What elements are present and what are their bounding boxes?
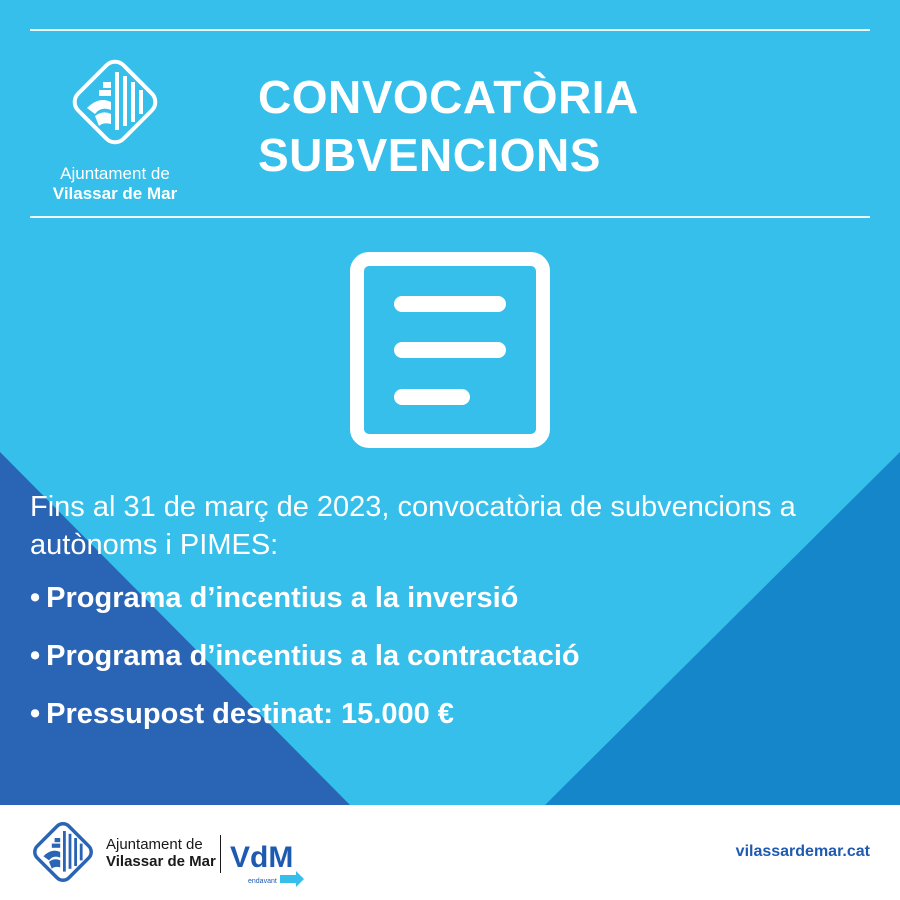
list-item-text: Programa d’incentius a la contractació — [46, 640, 580, 672]
list-item — [30, 637, 870, 675]
footer-org-name — [106, 836, 216, 870]
header-rule — [30, 216, 870, 218]
vdm-brand-logo — [228, 831, 308, 891]
footer — [0, 805, 900, 900]
page-title — [258, 68, 639, 184]
list-item — [30, 579, 870, 617]
org-name-line2: Vilassar de Mar — [52, 184, 178, 203]
brand-tag: endavant — [248, 878, 277, 885]
org-name-line1: Ajuntament de — [60, 164, 170, 183]
bullet-dot: • — [30, 698, 41, 730]
title-line2: SUBVENCIONS — [258, 129, 601, 181]
document-lines-icon — [350, 252, 550, 448]
website-link[interactable]: vilassardemar.cat — [735, 843, 870, 860]
announcement-body — [30, 488, 870, 753]
bullet-list — [30, 579, 870, 733]
brand-text: VdM — [230, 841, 294, 874]
footer-org-line1: Ajuntament de — [106, 836, 203, 853]
title-line1: CONVOCATÒRIA — [258, 71, 639, 123]
bullet-dot: • — [30, 640, 41, 672]
bullet-dot: • — [30, 582, 41, 614]
header-logo — [40, 52, 190, 204]
list-item-text: Pressupost destinat: 15.000 € — [46, 698, 454, 730]
list-item-text: Programa d’incentius a la inversió — [46, 582, 519, 614]
top-rule — [30, 29, 870, 31]
coat-of-arms-icon — [65, 52, 165, 152]
coat-of-arms-icon — [28, 817, 98, 887]
footer-org-line2: Vilassar de Mar — [106, 853, 216, 870]
intro-text: Fins al 31 de març de 2023, convocatòria de subvencions a autònoms i PIMES: — [30, 491, 796, 561]
list-item — [30, 695, 870, 733]
footer-divider — [220, 835, 221, 873]
